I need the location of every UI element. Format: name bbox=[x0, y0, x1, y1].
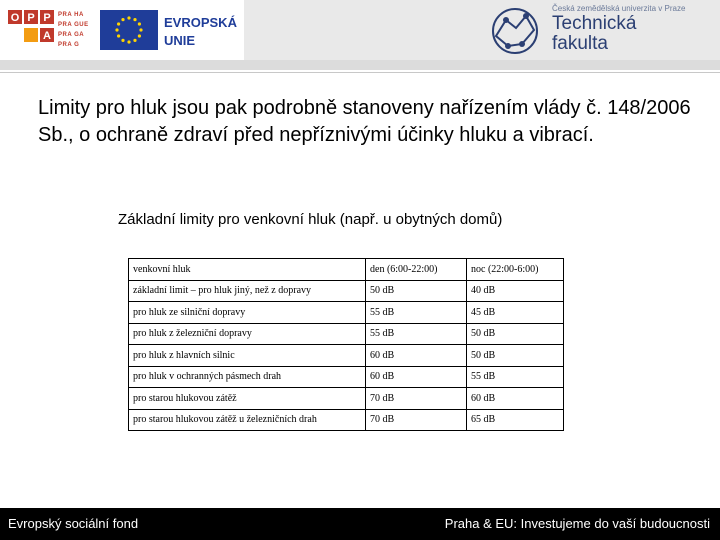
praha-grid bbox=[58, 10, 94, 50]
faculty-logo-icon bbox=[482, 6, 548, 56]
table-row bbox=[129, 302, 564, 324]
header-cell-category: venkovní hluk bbox=[129, 259, 366, 281]
opp-letter-o: O bbox=[10, 12, 20, 24]
header-stripe bbox=[0, 60, 720, 70]
cell-night: 50 dB bbox=[467, 345, 564, 367]
header-mid-panel bbox=[244, 0, 472, 60]
faculty-title bbox=[552, 14, 637, 54]
table-row bbox=[129, 409, 564, 431]
eu-label-line1: EVROPSKÁ bbox=[164, 15, 237, 30]
cell-day: 55 dB bbox=[366, 323, 467, 345]
table-row bbox=[129, 345, 564, 367]
eu-label bbox=[164, 14, 237, 50]
footer-right-text: Praha & EU: Investujeme do vaší budoucnosti bbox=[444, 516, 710, 531]
cell-night: 65 dB bbox=[467, 409, 564, 431]
cell-category: pro hluk z hlavních silnic bbox=[129, 345, 366, 367]
cell-category: pro starou hlukovou zátěž u železničních drah bbox=[129, 409, 366, 431]
footer-bar bbox=[0, 508, 720, 540]
intro-text: Limity pro hluk jsou pak podrobně stanoveny nařízením vlády č. 148/2006 Sb., o ochraně zdraví před nepříznivými účinky hluku a vibrací. bbox=[38, 97, 691, 146]
footer-left-text: Evropský sociální fond bbox=[8, 516, 139, 531]
table-row bbox=[129, 323, 564, 345]
table-row bbox=[129, 280, 564, 302]
cell-night: 55 dB bbox=[467, 366, 564, 388]
eu-label-line2: UNIE bbox=[164, 33, 196, 48]
table-row bbox=[129, 388, 564, 410]
cell-day: 55 dB bbox=[366, 302, 467, 324]
praha-grid-row: PRA G bbox=[58, 42, 80, 48]
header-banner bbox=[0, 0, 720, 73]
faculty-title-line1: Technická bbox=[552, 13, 637, 34]
cell-day: 60 dB bbox=[366, 366, 467, 388]
praha-grid-row: PRA HA bbox=[58, 12, 84, 18]
table-caption: Základní limity pro venkovní hluk (např. u obytných domů) bbox=[118, 211, 503, 228]
faculty-title-line2: fakulta bbox=[552, 33, 608, 54]
cell-night: 50 dB bbox=[467, 323, 564, 345]
praha-grid-row: PRA GA bbox=[58, 32, 85, 38]
praha-grid-row: PRA GUE bbox=[58, 22, 89, 28]
cell-night: 45 dB bbox=[467, 302, 564, 324]
cell-day: 70 dB bbox=[366, 409, 467, 431]
table-header-row bbox=[129, 259, 564, 281]
cell-category: pro hluk v ochranných pásmech drah bbox=[129, 366, 366, 388]
opp-letter-p1: P bbox=[27, 12, 35, 24]
opp-letter-a: A bbox=[43, 30, 51, 42]
header-cell-day: den (6:00-22:00) bbox=[366, 259, 467, 281]
cell-day: 60 dB bbox=[366, 345, 467, 367]
opp-logo bbox=[8, 10, 54, 50]
cell-day: 70 dB bbox=[366, 388, 467, 410]
table-row bbox=[129, 366, 564, 388]
opp-letter-p2: P bbox=[43, 12, 51, 24]
cell-category: pro hluk z železniční dopravy bbox=[129, 323, 366, 345]
eu-flag-icon bbox=[100, 10, 158, 50]
cell-category: pro hluk ze silniční dopravy bbox=[129, 302, 366, 324]
cell-category: základní limit – pro hluk jiný, než z dopravy bbox=[129, 280, 366, 302]
noise-limits-table bbox=[128, 258, 564, 431]
cell-category: pro starou hlukovou zátěž bbox=[129, 388, 366, 410]
cell-day: 50 dB bbox=[366, 280, 467, 302]
header-cell-night: noc (22:00-6:00) bbox=[467, 259, 564, 281]
cell-night: 60 dB bbox=[467, 388, 564, 410]
faculty-university: Česká zemědělská univerzita v Praze bbox=[552, 4, 686, 13]
cell-night: 40 dB bbox=[467, 280, 564, 302]
